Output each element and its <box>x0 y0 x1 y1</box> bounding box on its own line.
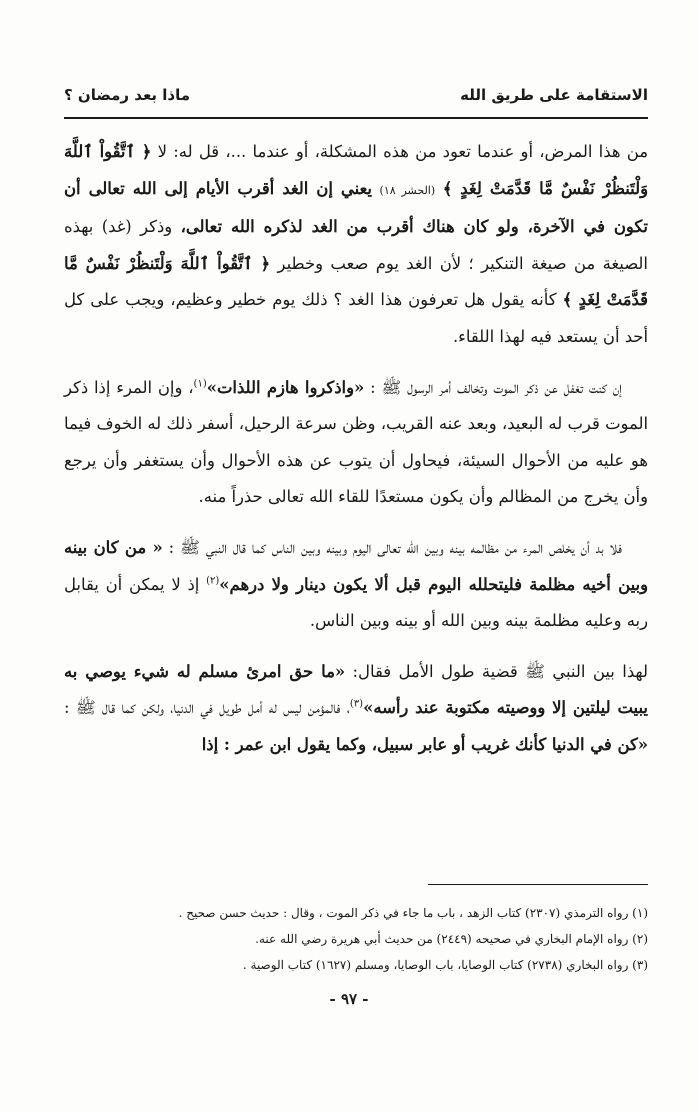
book-title: الاستقامة على طريق الله <box>460 86 648 104</box>
footnotes <box>64 900 648 978</box>
running-header <box>64 86 648 104</box>
paragraph-4 <box>64 654 648 764</box>
paragraph-4-text-a: لهذا بين النبي ﷺ قضية طول الأمل فقال: <box>345 661 648 681</box>
footnote-marker-3: (٣) <box>349 698 364 710</box>
quran-verse-1: ﴿ ٱتَّقُواْ ٱللَّهَ وَلْتَنظُرْ نَفْسٌ مَّا قَدَّمَتْ لِغَدٍ ﴾ <box>64 142 648 198</box>
footnote-marker-1: (١) <box>193 378 207 390</box>
paragraph-4-text-b: ، فالمؤمن ليس له أمل طويل في الدنيا، ولكن كما قال ﷺ : <box>64 698 350 718</box>
header-divider <box>64 117 648 119</box>
footnote-2: (٢) رواه الإمام البخاري في صحيحه (٢٤٤٩) من حديث أبي هريرة رضي الله عنه. <box>255 932 648 946</box>
footnote-3: (٣) رواه البخاري (٢٧٣٨) كتاب الوصايا، باب الوصايا، ومسلم (١٦٢٧) كتاب الوصية . <box>242 958 648 972</box>
paragraph-2-text-b: ، وإن المرء إذا ذكر الموت قرب له البعيد، وبعد عنه القريب، وظن سرعة الرحيل، أسفر ذلك له الخوف فيما هو عليه من الأحوال السيئة، فيحاول أن يتوب عن هذه الأحوال وأن يستغفر وأن يرجع وأن يخرج من المظالم وأن يكون مستعدًا للقاء الله تعالى حذراً منه. <box>64 377 648 507</box>
paragraph-1-text-c: وذكر (غد) بهذه الصيغة من صيغة التنكير ؛ لأن الغد يوم صعب وخطير <box>64 217 648 273</box>
footnote-1: (١) رواه الترمذي (٢٣٠٧) كتاب الزهد ، باب ما جاء في ذكر الموت ، وقال : حديث حسن صحيح . <box>178 906 648 920</box>
paragraph-1-bold: يعني إن الغد أقرب الأيام إلى الله تعالى أن تكون في الآخرة، ولو كان هناك أقرب من الغد لذكره الله تعالى، <box>64 178 648 237</box>
paragraph-1-text-a: من هذا المرض، أو عندما تعود من هذه المشكلة، أو عندما ...، قل له: لا <box>151 142 648 161</box>
hadith-3: «ما حق امرئ مسلم له شيء يوصي به يبيت ليلتين إلا ووصيته مكتوبة عند رأسه» <box>64 661 648 718</box>
paragraph-1 <box>64 134 648 356</box>
hadith-1: «واذكروا هازم اللذات» <box>206 377 365 397</box>
paragraph-2 <box>64 370 648 516</box>
footnote-divider <box>428 884 648 885</box>
quran-verse-2: ﴿ ٱتَّقُواْ ٱللَّهَ وَلْتَنظُرْ نَفْسٌ مَّا قَدَّمَتْ لِغَدٍ ﴾ <box>64 253 648 310</box>
paragraph-1-text-d: كأنه يقول هل تعرفون هذا الغد ؟ ذلك يوم خطير وعظيم، ويجب على كل أحد أن يستعد فيه لهذا اللقاء. <box>64 290 648 346</box>
hadith-2: « من كان بينه وبين أخيه مظلمة فليتحلله اليوم قبل ألا يكون دينار ولا درهم» <box>64 537 649 594</box>
paragraph-3 <box>64 530 648 640</box>
verse-reference: (الحشر ١٨) <box>379 183 436 197</box>
paragraph-3-text-a: فلا بد أن يخلص المرء من مظالمه بينه وبين الله تعالى اليوم وبينه وبين الناس كما قال النبي ﷺ : <box>162 537 622 557</box>
page-number: - ٩٧ - <box>329 990 369 1008</box>
chapter-title: ماذا بعد رمضان ؟ <box>64 86 191 104</box>
footnote-marker-2: (٢) <box>206 575 220 587</box>
hadith-4: «كن في الدنيا كأنك غريب أو عابر سبيل، وكما يقول ابن عمر : إذا <box>201 734 648 754</box>
main-text <box>64 134 648 778</box>
paragraph-3-text-b: إذ لا يمكن أن يقابل ربه وعليه مظلمة بينه وبين الله أو بينه وبين الناس. <box>64 574 648 631</box>
paragraph-2-text-a: إن كنت تغفل عن ذكر الموت وتخالف أمر الرسول ﷺ : <box>364 377 622 397</box>
